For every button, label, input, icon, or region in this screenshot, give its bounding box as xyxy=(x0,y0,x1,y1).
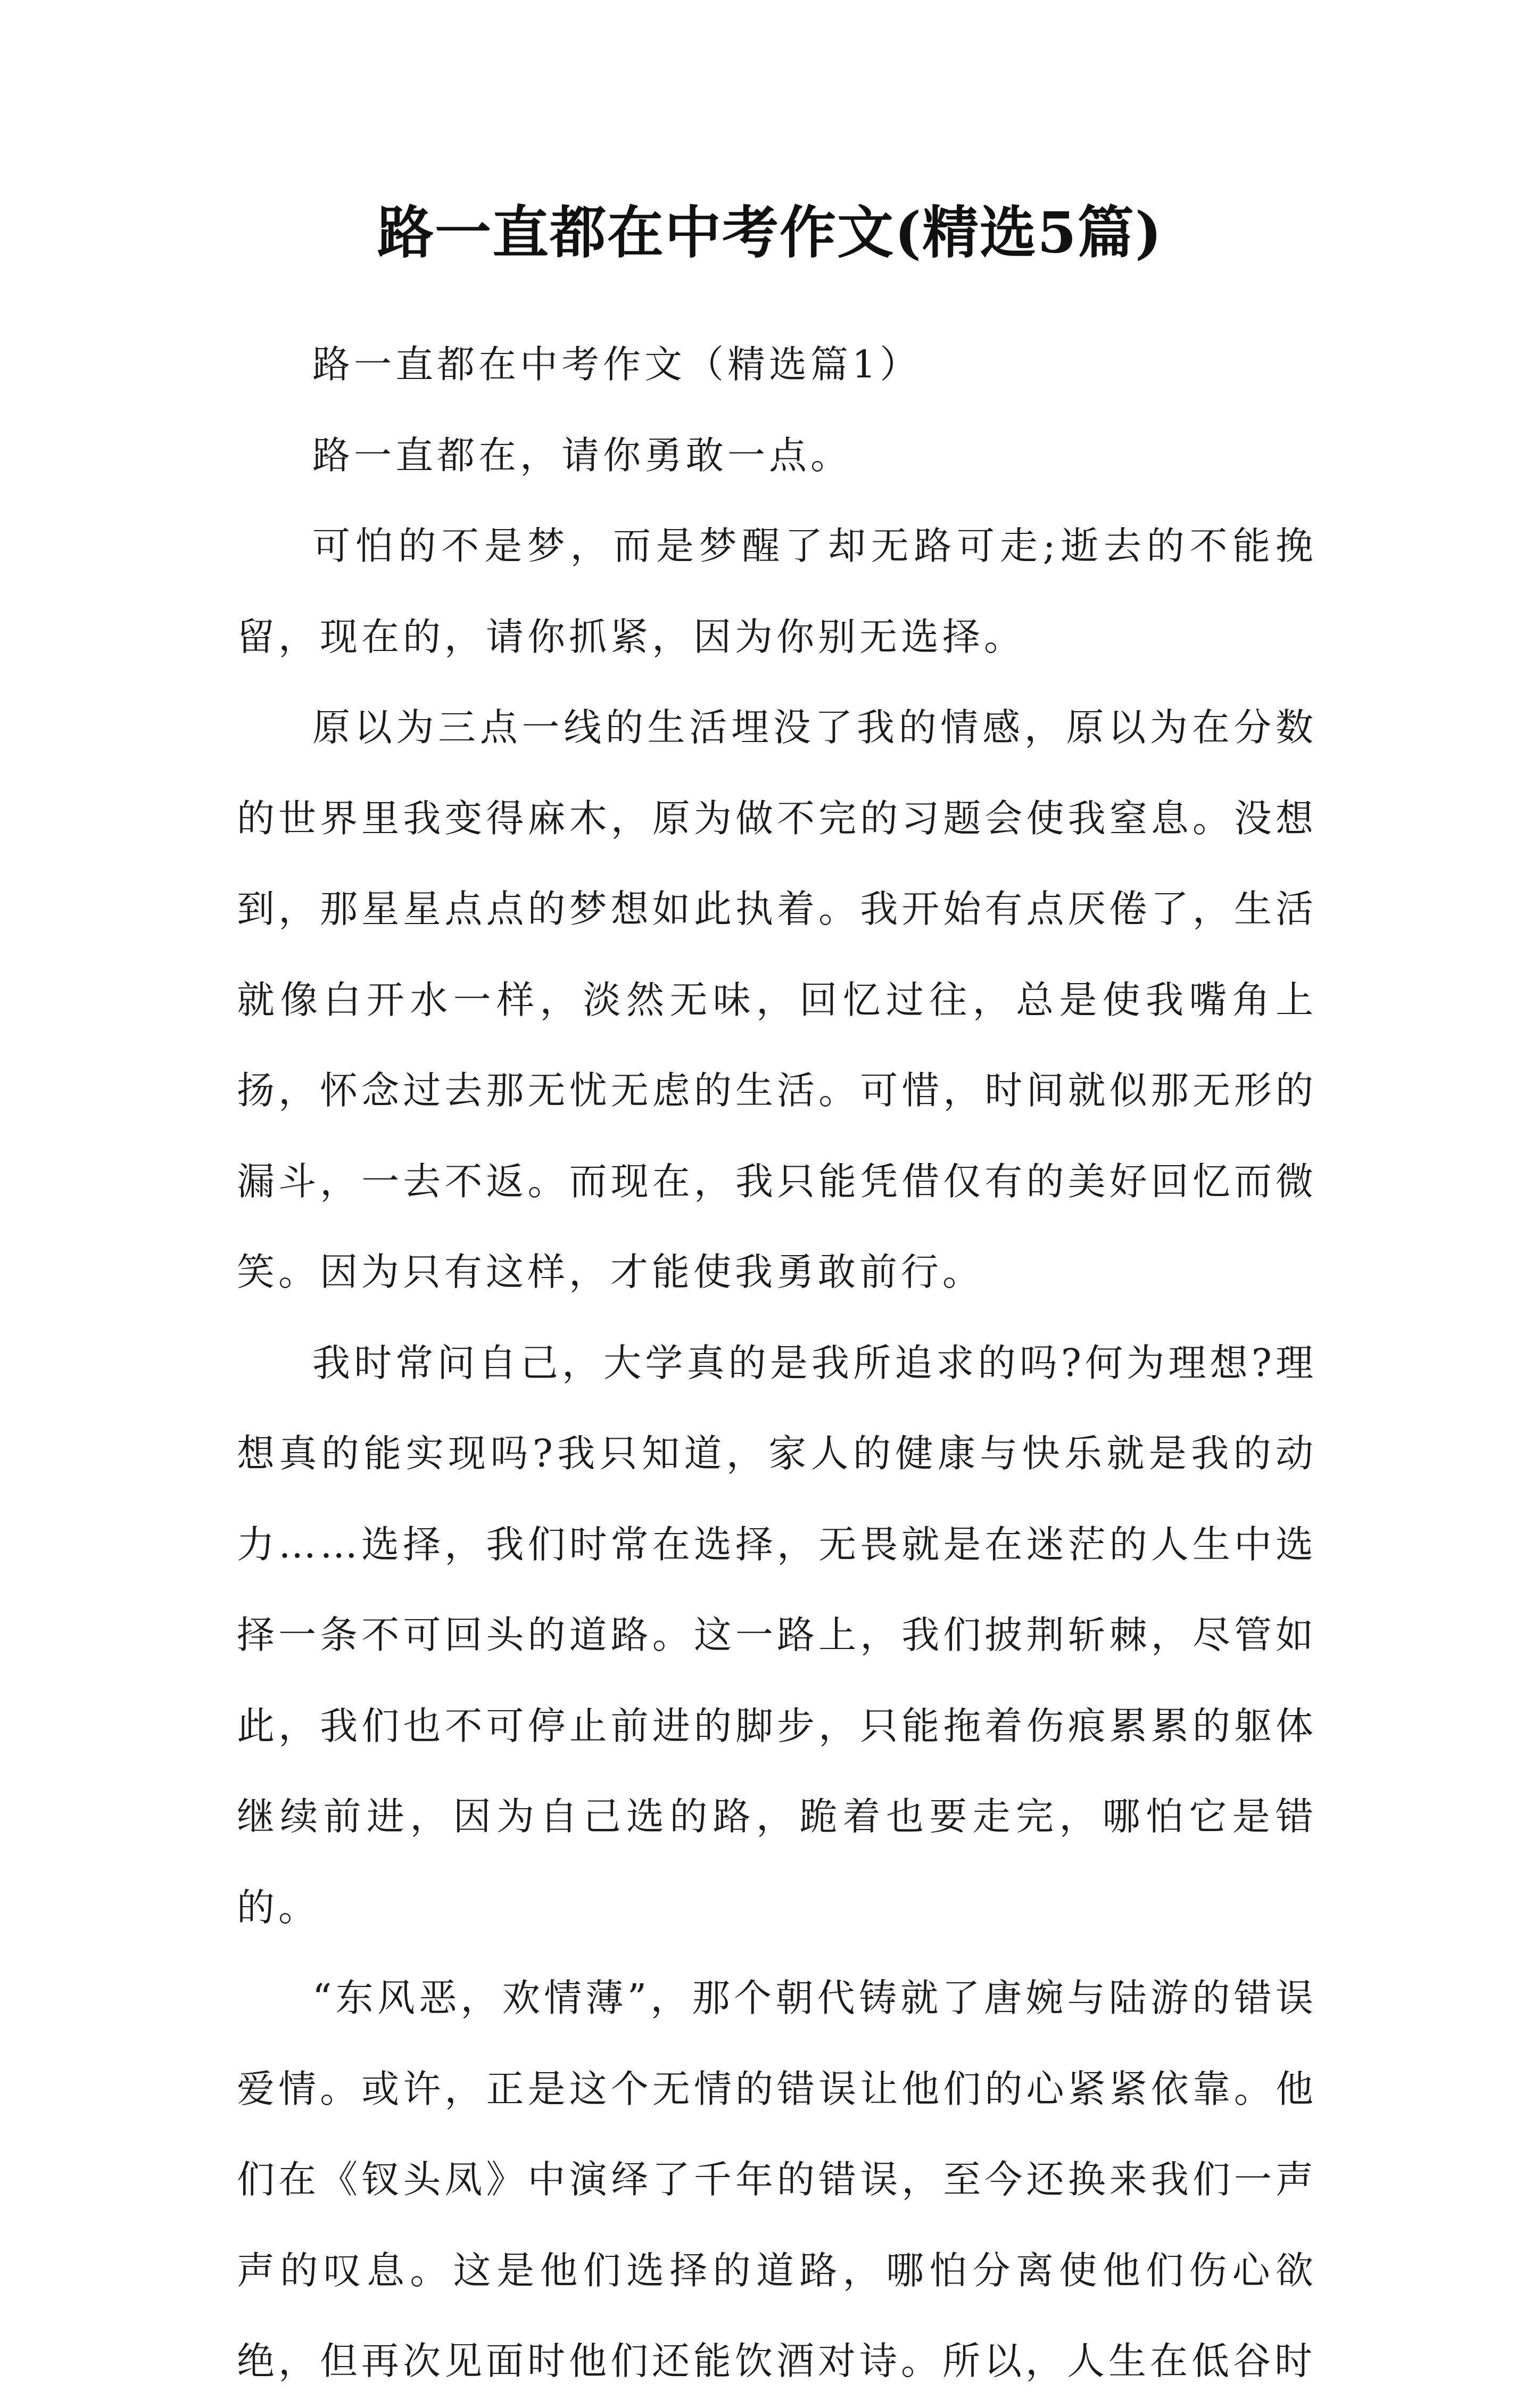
paragraph: 原以为三点一线的生活埋没了我的情感，原以为在分数的世界里我变得麻木，原为做不完的习题会使我窒息。没想到，那星星点点的梦想如此执着。我开始有点厌倦了，生活就像白开水一样，淡然无味，回忆过往，总是使我嘴角上扬，怀念过去那无忧无虑的生活。可惜，时间就似那无形的漏斗，一去不返。而现在，我只能凭借仅有的美好回忆而微笑。因为只有这样，才能使我勇敢前行。 xyxy=(237,705,1317,1294)
paragraph: “东风恶，欢情薄”，那个朝代铸就了唐婉与陆游的错误爱情。或许，正是这个无情的错误让他们的心紧紧依靠。他们在《钗头凤》中演绎了千年的错误，至今还换来我们一声声的叹息。这是他们选择的道路，哪怕分离使他们伤心欲绝，但再次见面时他们还能饮酒对诗。所以，人生在低谷时 xyxy=(237,1976,1317,2383)
paragraph: 我时常问自己，大学真的是我所追求的吗?何为理想?理想真的能实现吗?我只知道，家人的健康与快乐就是我的动力……选择，我们时常在选择，无畏就是在迷茫的人生中选择一条不可回头的道路。这一路上，我们披荆斩棘，尽管如此，我们也不可停止前进的脚步，只能拖着伤痕累累的躯体继续前进，因为自己选的路，跪着也要走完，哪怕它是错的。 xyxy=(237,1340,1317,1930)
section-heading: 路一直都在中考作文（精选篇1） xyxy=(312,342,922,386)
document-title: 路一直都在中考作文(精选5篇) xyxy=(377,199,1163,266)
paragraph: 路一直都在，请你勇敢一点。 xyxy=(312,433,852,477)
paragraph: 可怕的不是梦，而是梦醒了却无路可走;逝去的不能挽留，现在的，请你抓紧，因为你别无选择。 xyxy=(237,524,1317,659)
document-body xyxy=(237,319,1317,2407)
